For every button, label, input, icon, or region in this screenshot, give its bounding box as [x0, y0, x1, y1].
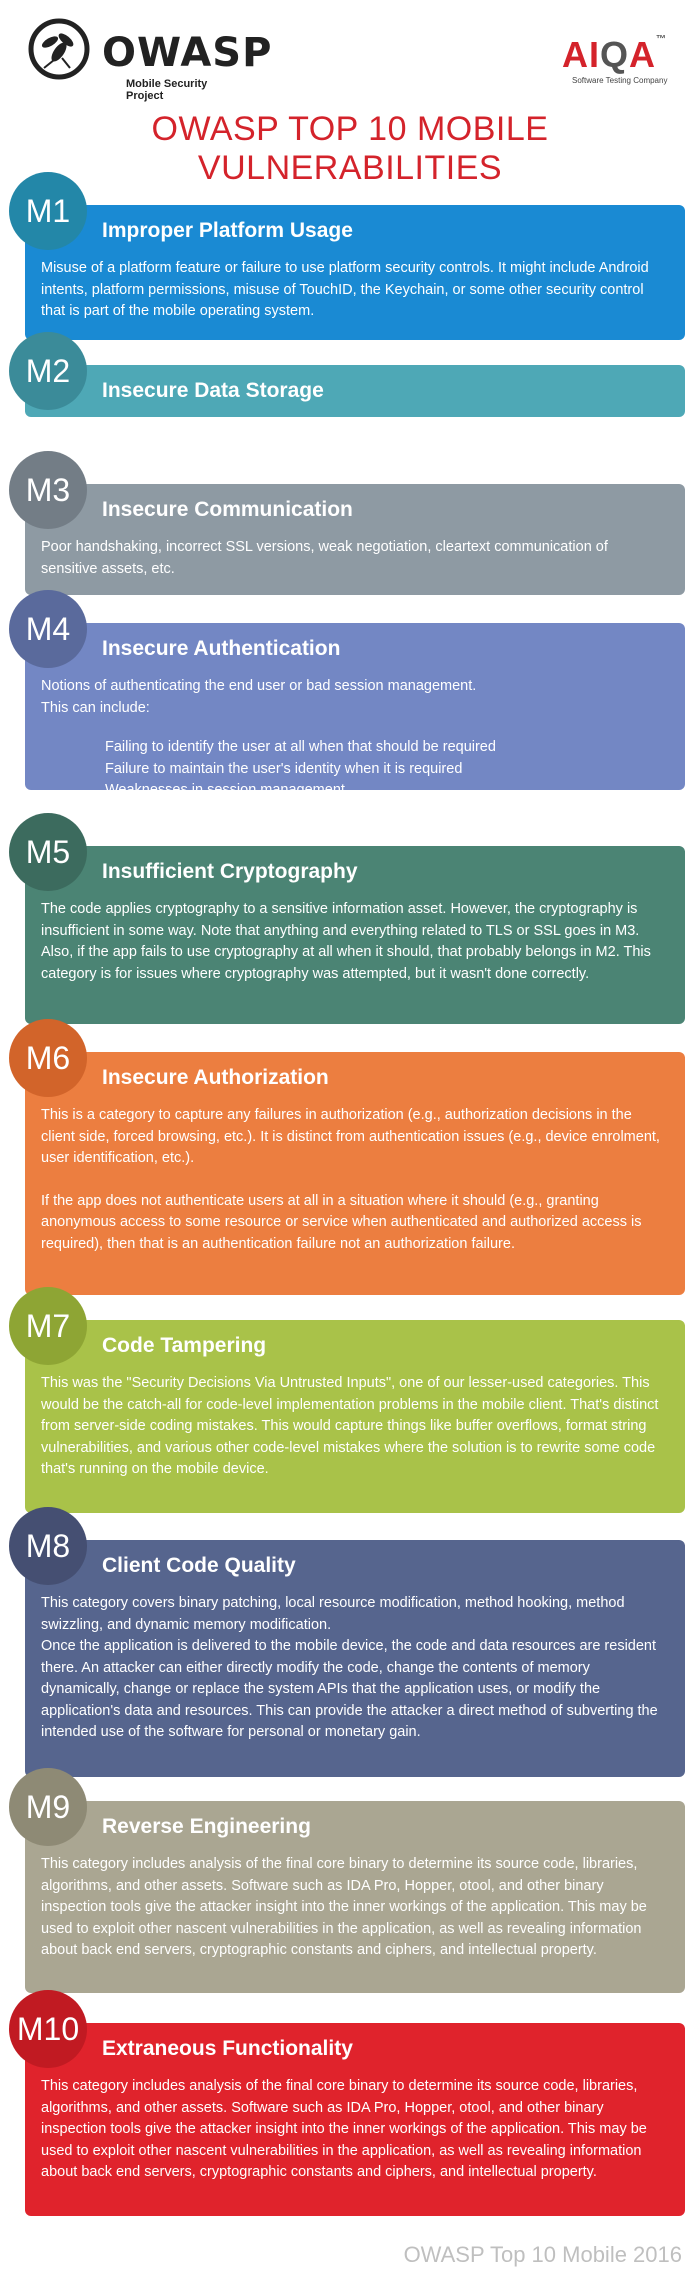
owasp-logo-text: OWASP [102, 30, 273, 76]
vulnerability-card-m8 [25, 1540, 685, 1777]
vulnerability-card-m10 [25, 2023, 685, 2216]
vulnerability-title: Insecure Communication [102, 498, 353, 521]
vulnerability-card-m1 [25, 205, 685, 340]
vulnerability-description [41, 676, 667, 802]
page-title: OWASP TOP 10 MOBILE VULNERABILITIES [151, 110, 549, 187]
vulnerability-card-m3 [25, 484, 685, 595]
description-paragraph: Poor handshaking, incorrect SSL versions, weak negotiation, cleartext communication of sensitive assets, etc. [41, 539, 608, 577]
vulnerability-title: Client Code Quality [102, 1554, 296, 1577]
description-paragraph: Misuse of a platform feature or failure to use platform security controls. It might include Android intents, platform permissions, misuse of TouchID, the Keychain, or some other security control that is part of the mobile operating system. [41, 260, 649, 319]
vulnerability-card-m5 [25, 846, 685, 1024]
description-paragraph: This category includes analysis of the final core binary to determine its source code, libraries, algorithms, and other assets. Software such as IDA Pro, Hopper, otool, and other binary inspection tools give the attacker insight into the inner workings of the application. This may be used to exploit other nascent vulnerabilities in the application, as well as revealing information about back end servers, cryptographic constants and ciphers, and intellectual property. [41, 2078, 647, 2180]
vulnerability-code-badge: M3 [9, 451, 87, 529]
vulnerability-code-badge: M10 [9, 1990, 87, 2068]
vulnerability-code-badge: M1 [9, 172, 87, 250]
vulnerability-card-m9 [25, 1801, 685, 1993]
vulnerability-description [41, 1105, 667, 1255]
vulnerability-card-m7 [25, 1320, 685, 1513]
vulnerability-code-badge: M4 [9, 590, 87, 668]
wasp-icon [28, 18, 90, 80]
vulnerability-title: Insecure Authentication [102, 637, 341, 660]
vulnerability-description [41, 1593, 667, 1744]
aiqa-logo-text: AIQA™ [562, 34, 668, 75]
vulnerability-card-m4 [25, 623, 685, 798]
owasp-logo-subtitle: Mobile Security Project [126, 78, 208, 102]
vulnerability-description [41, 418, 667, 440]
vulnerability-description [41, 1373, 667, 1481]
description-paragraph: Once the application is delivered to the mobile device, the code and data resources are resident there. An attacker can either directly modify the code, change the contents of memory dynamically, change or replace the system APIs that the application uses, or modify the application's data and resources. This can provide the attacker a direct method of subverting the intended use of the software for personal or monetary gain. [41, 1638, 658, 1740]
aiqa-logo [558, 32, 678, 92]
description-paragraph: This was the "Security Decisions Via Untrusted Inputs", one of our lesser-used categories. This would be the catch-all for code-level implementation problems in the mobile client. That's distinct from server-side coding mistakes. This would capture things like buffer overflows, format string vulnerabilities, and various other code-level mistakes where the solution is to rewrite some code that's running on the mobile device. [41, 1375, 659, 1477]
vulnerability-description [41, 537, 667, 580]
aiqa-logo-subtitle: Software Testing Company [572, 76, 668, 85]
description-paragraph: If the app does not authenticate users at all in a situation where it should (e.g., granting anonymous access to some resource or service when authenticated and authorized access is required), then that is an authentication failure not an authorization failure. [41, 1192, 642, 1252]
description-paragraph: This category includes analysis of the final core binary to determine its source code, libraries, algorithms, and other assets. Software such as IDA Pro, Hopper, otool, and other binary inspection tools give the attacker insight into the inner workings of the application. This may be used to exploit other nascent vulnerabilities in the application, as well as revealing information about back end servers, cryptographic constants and ciphers, and intellectual property. [41, 1856, 647, 1958]
description-paragraph: This category covers binary patching, local resource modification, method hooking, method swizzling, and dynamic memory modification. [41, 1595, 625, 1633]
vulnerability-title: Insecure Authorization [102, 1066, 329, 1089]
header [0, 0, 700, 100]
vulnerability-card-m2 [25, 365, 685, 436]
vulnerability-description [41, 2076, 667, 2184]
vulnerability-code-badge: M2 [9, 332, 87, 410]
vulnerability-title: Reverse Engineering [102, 1815, 311, 1838]
vulnerability-code-badge: M8 [9, 1507, 87, 1585]
description-list [41, 737, 667, 802]
vulnerability-description [41, 1854, 667, 1962]
vulnerability-title: Insufficient Cryptography [102, 860, 358, 883]
vulnerability-code-badge: M5 [9, 813, 87, 891]
vulnerability-code-badge: M7 [9, 1287, 87, 1365]
description-paragraph: Notions of authenticating the end user or bad session management. [41, 678, 477, 694]
description-paragraph: The code applies cryptography to a sensitive information asset. However, the cryptography is insufficient in some way. Note that anything and everything related to TLS or SSL goes in M3. Also, if the app fails to use cryptography at all when it should, that probably belongs in M2. This category is for issues where cryptography was attempted, but it wasn't done correctly. [41, 901, 651, 982]
vulnerability-title: Code Tampering [102, 1334, 267, 1357]
vulnerability-title: Insecure Data Storage [102, 379, 324, 402]
list-item: Weaknesses in session management [105, 782, 345, 798]
vulnerability-description [41, 258, 667, 323]
owasp-logo [28, 18, 273, 102]
vulnerability-title: Extraneous Functionality [102, 2037, 353, 2060]
paragraph-spacer [41, 1170, 667, 1191]
vulnerability-code-badge: M9 [9, 1768, 87, 1846]
footer-caption: OWASP Top 10 Mobile 2016 [403, 2242, 682, 2267]
vulnerability-code-badge: M6 [9, 1019, 87, 1097]
list-item: Failing to identify the user at all when that should be required [105, 739, 496, 755]
description-paragraph: Insecure data storage and unintended data leakage. [41, 420, 377, 436]
vulnerability-description [41, 899, 667, 985]
description-paragraph: This is a category to capture any failures in authorization (e.g., authorization decisions in the client side, forced browsing, etc.). It is distinct from authentication issues (e.g., device enrolment, user identification, etc.). [41, 1107, 660, 1166]
description-paragraph: This can include: [41, 699, 150, 716]
vulnerability-title: Improper Platform Usage [102, 219, 353, 242]
vulnerability-card-m6 [25, 1052, 685, 1295]
list-item: Failure to maintain the user's identity when it is required [105, 760, 463, 777]
